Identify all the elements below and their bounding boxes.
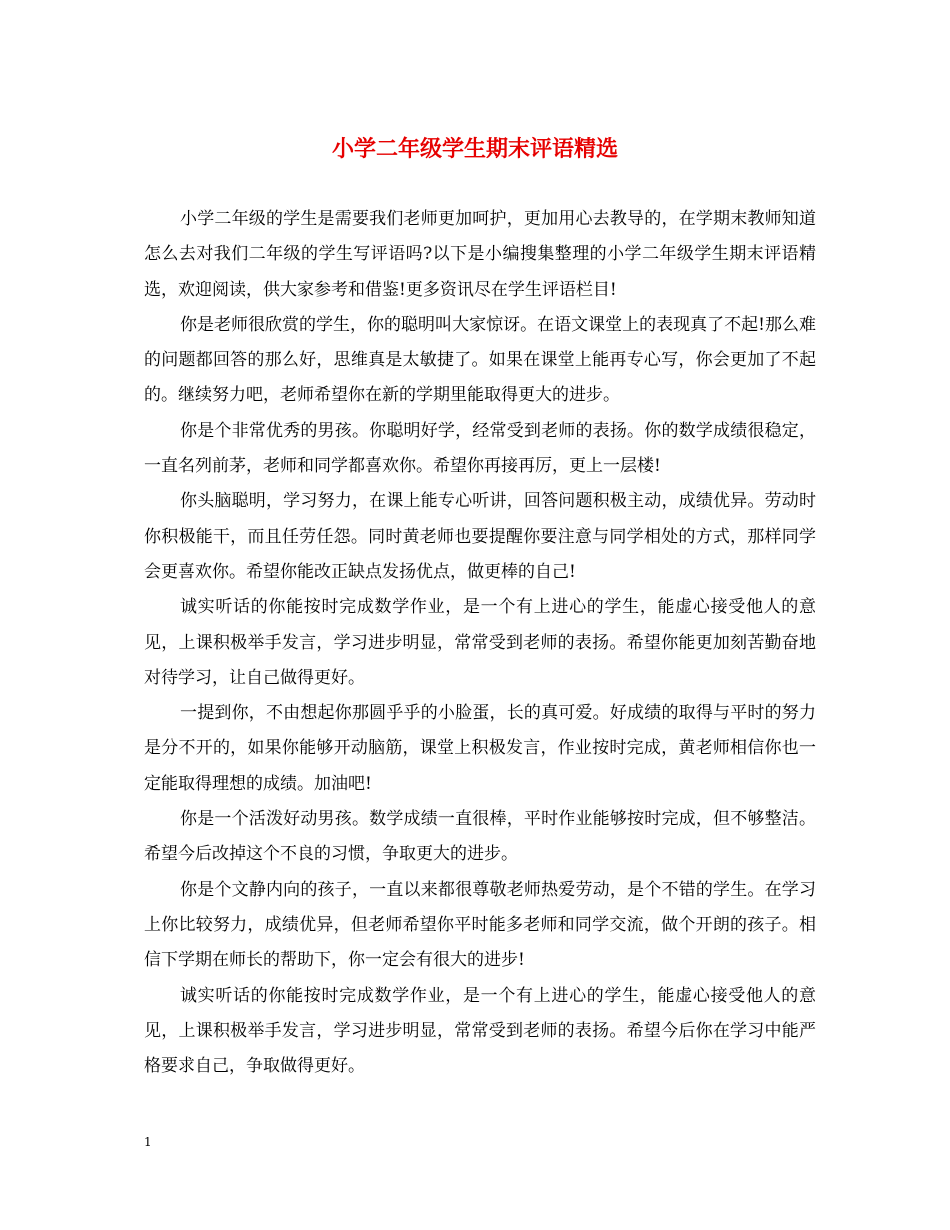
paragraph-7: 你是一个活泼好动男孩。数学成绩一直很棒，平时作业能够按时完成，但不够整洁。希望今后改掉这个不良的习惯，争取更大的进步。 — [144, 809, 816, 865]
document-title: 小学二年级学生期末评语精选 — [331, 136, 618, 162]
paragraph-2: 你是老师很欣赏的学生，你的聪明叫大家惊讶。在语文课堂上的表现真了不起!那么难的问题都回答的那么好，思维真是太敏捷了。如果在课堂上能再专心写，你会更加了不起的。继续努力吧，老师希望你在新的学期里能取得更大的进步。 — [144, 314, 816, 406]
paragraph-9: 诚实听话的你能按时完成数学作业，是一个有上进心的学生，能虚心接受他人的意见，上课积极举手发言，学习进步明显，常常受到老师的表扬。希望今后你在学习中能严格要求自己，争取做得更好。 — [144, 985, 816, 1077]
paragraph-8: 你是个文静内向的孩子，一直以来都很尊敬老师热爱劳动，是个不错的学生。在学习上你比较努力，成绩优异，但老师希望你平时能多老师和同学交流，做个开朗的孩子。相信下学期在师长的帮助下，你一定会有很大的进步! — [144, 879, 816, 971]
paragraph-1: 小学二年级的学生是需要我们老师更加呵护，更加用心去教导的，在学期末教师知道怎么去对我们二年级的学生写评语吗?以下是小编搜集整理的小学二年级学生期末评语精选，欢迎阅读，供大家参考和借鉴!更多资讯尽在学生评语栏目! — [144, 209, 816, 300]
paragraph-5: 诚实听话的你能按时完成数学作业，是一个有上进心的学生，能虚心接受他人的意见，上课积极举手发言，学习进步明显，常常受到老师的表扬。希望你能更加刻苦勤奋地对待学习，让自己做得更好。 — [144, 597, 816, 688]
paragraph-3: 你是个非常优秀的男孩。你聪明好学，经常受到老师的表扬。你的数学成绩很稳定，一直名列前茅，老师和同学都喜欢你。希望你再接再厉，更上一层楼! — [144, 420, 816, 477]
paragraph-4: 你头脑聪明，学习努力，在课上能专心听讲，回答问题积极主动，成绩优异。劳动时你积极能干，而且任劳任怨。同时黄老师也要提醒你要注意与同学相处的方式，那样同学会更喜欢你。希望你能改正缺点发扬优点，做更棒的自己! — [144, 491, 816, 582]
paragraph-6: 一提到你，不由想起你那圆乎乎的小脸蛋，长的真可爱。好成绩的取得与平时的努力是分不开的，如果你能够开动脑筋，课堂上积极发言，作业按时完成，黄老师相信你也一定能取得理想的成绩。加油吧! — [144, 703, 816, 794]
document-body — [144, 202, 816, 1084]
page-number: 1 — [144, 1135, 152, 1149]
